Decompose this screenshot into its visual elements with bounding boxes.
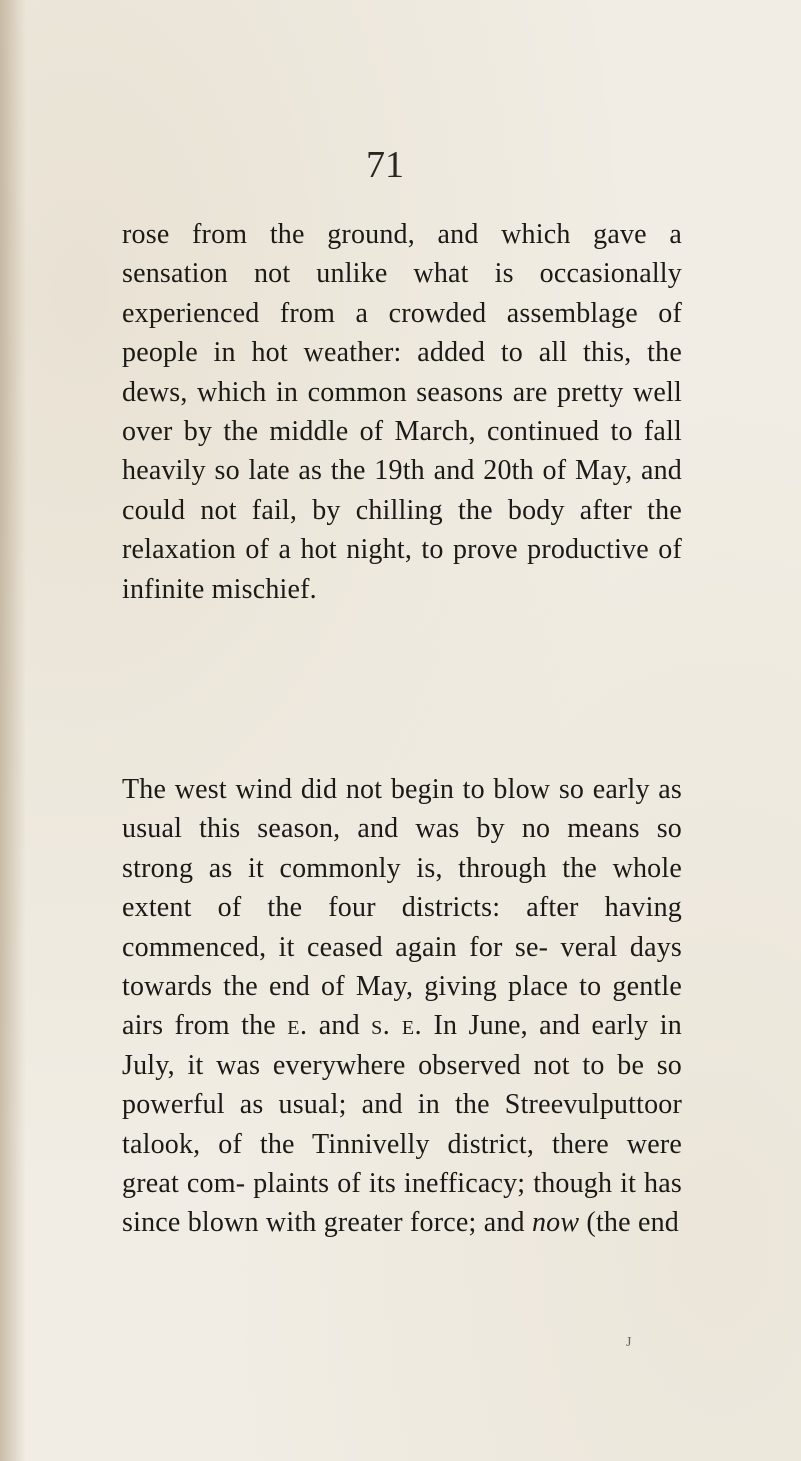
- page-number: 71: [366, 144, 404, 186]
- emphasis-now: now: [531, 1207, 580, 1239]
- paragraph-2-text-d: (the end: [579, 1207, 679, 1239]
- direction-south-east: s. e.: [371, 1010, 423, 1042]
- page-edge-shadow: [0, 0, 26, 1461]
- paragraph-2-text-a: The west wind did not begin to blow so early as usual this season, and was by no means so strong as it commonly is, through the whole extent of the four districts: after having commenced, it ceased again for se- veral days towards the end of May, giving place to gentle airs from the: [122, 774, 682, 1042]
- catchword: J: [626, 1335, 632, 1350]
- paragraph-2-text-b: and: [307, 1010, 372, 1042]
- paragraph-2: [122, 770, 682, 1243]
- paragraph-1: rose from the ground, and which gave a sensation not unlike what is occasionally experienced from a crowded assemblage of people in hot weather: added to all this, the dews, which in common seasons are pretty well over by the middle of March, continued to fall heavily so late as the 19th and 20th of May, and could not fail, by chilling the body after the relaxation of a hot night, to prove productive of infinite mischief.: [122, 219, 682, 605]
- direction-east: e.: [287, 1010, 308, 1042]
- paragraph-2-text-c: In June, and early in July, it was everywhere observed not to be so powerful as usual; and in the Streevulputtoor talook, of the Tinnivelly district, there were great com- plaints of its inefficacy; though it has since blown with greater force; and: [122, 1010, 682, 1239]
